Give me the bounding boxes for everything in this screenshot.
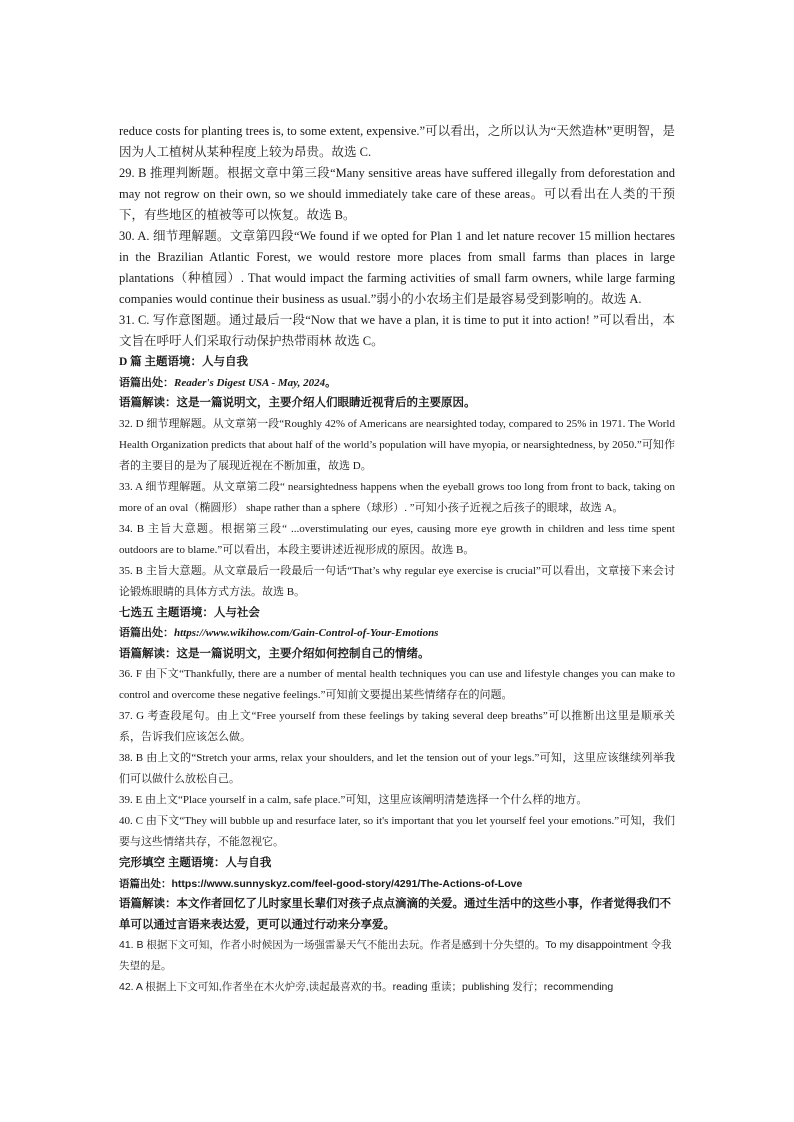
answer-40: 40. C 由下文“They will bubble up and resurface later, so it's important that you let yourself feel your emotions.”可知，我们要与这些情绪共存，不能忽视它。: [119, 815, 675, 848]
section-d-summary: 语篇解读：这是一篇说明文，主要介绍人们眼睛近视背后的主要原因。: [119, 397, 476, 409]
seven-choose-five-summary: 语篇解读：这是一篇说明文，主要介绍如何控制自己的情绪。: [119, 647, 430, 660]
cloze-summary: 语篇解读：本文作者回忆了儿时家里长辈们对孩子点点滴滴的关爱。通过生活中的这些小事，作者觉得我们不单可以通过言语来表达爱，更可以通过行动来分享爱。: [119, 898, 671, 931]
answer-30: 30. A. 细节理解题。文章第四段“We found if we opted for Plan 1 and let nature recover 15 million hectares in the Brazilian Atlantic Forest, we would restore more places from small farms than places in large plantations（种植园）. That would impact the farming activities of small farm owners, while large farming companies would continue their business as usual.”弱小的小农场主们是最容易受到影响的。故选 A.: [119, 229, 675, 306]
seven-choose-five-source: [119, 623, 675, 644]
answer-35: 35. B 主旨大意题。从文章最后一段最后一句话“That’s why regular eye exercise is crucial”可以看出，文章接下来会讨论锻炼眼睛的具体方式方法。故选 B。: [119, 564, 675, 598]
answer-36: 36. F 由下文“Thankfully, there are a number of mental health techniques you can use and lifestyle changes you can make to control and overcome these negative feelings.”可知前文要提出某些情绪存在的问题。: [119, 668, 675, 701]
section-d-source: [119, 373, 675, 394]
answer-42: 42. A 根据上下文可知,作者坐在木火炉旁,读起最喜欢的书。reading 重读；publishing 发行；recommending: [119, 981, 614, 993]
cloze-source: 语篇出处：https://www.sunnyskyz.com/feel-good-story/4291/The-Actions-of-Love: [119, 877, 523, 890]
source-label: 语篇出处：: [119, 627, 174, 639]
answer-38: 38. B 由上文的“Stretch your arms, relax your shoulders, and let the tension out of your legs.”可知，这里应该继续列举我们可以做什么放松自己。: [119, 752, 675, 785]
section-d-heading: D 篇 主题语境：人与自我: [119, 356, 249, 368]
answer-32: 32. D 细节理解题。从文章第一段“Roughly 42% of Americans are nearsighted today, compared to 25% in 1971. The World Health Organization predicts that about half of the world’s population will have myopia, or nearsightedness, by 2050.”可知作者的主要目的是为了展现近视在不断加重，故选 D。: [119, 417, 675, 472]
answer-explanations: [119, 121, 675, 998]
cloze-heading: 完形填空 主题语境：人与自我: [119, 857, 272, 869]
answer-29: 29. B 推理判断题。根据文章中第三段“Many sensitive areas have suffered illegally from deforestation and may not regrow on their own, so we should immediately take care of these areas。可以看出在人类的干预下，有些地区的植被等可以恢复。故选 B。: [119, 166, 675, 222]
answer-34: 34. B 主旨大意题。根据第三段“ ...overstimulating our eyes, causing more eye growth in children and less time spent outdoors are to blame.”可以看出，本段主要讲述近视形成的原因。故选 B。: [119, 522, 675, 556]
source-url: https://www.wikihow.com/Gain-Control-of-Your-Emotions: [174, 627, 439, 639]
answer-31: 31. C. 写作意图题。通过最后一段“Now that we have a plan, it is time to put it into action! ”可以看出，本文旨在呼吁人们采取行动保护热带雨林 故选 C。: [119, 313, 675, 348]
source-end: 。: [325, 376, 337, 389]
answer-37: 37. G 考查段尾句。由上文“Free yourself from these feelings by taking several deep breaths”可以推断出这里是顺承关系，告诉我们应该怎么做。: [119, 710, 675, 743]
answer-33: 33. A 细节理解题。从文章第二段“ nearsightedness happens when the eyeball grows too long from front to back, taking on more of an oval（椭圆形） shape rather than a sphere（球形）. ”可知小孩子近视之后孩子的眼球，故选 A。: [119, 480, 675, 514]
answer-28-continued: reduce costs for planting trees is, to some extent, expensive.”可以看出，之所以认为“天然造林”更明智，是因为人工植树从某种程度上较为昂贵。故选 C.: [119, 124, 675, 159]
source-label: 语篇出处：: [119, 376, 174, 389]
answer-41: 41. B 根据下文可知，作者小时候因为一场强雷暴天气不能出去玩。作者是感到十分失望的。To my disappointment 令我失望的是。: [119, 939, 672, 972]
seven-choose-five-heading: 七选五 主题语境：人与社会: [119, 606, 260, 619]
source-title: Reader's Digest USA - May, 2024: [174, 376, 326, 389]
answer-39: 39. E 由上文“Place yourself in a calm, safe place.”可知，这里应该阐明清楚选择一个什么样的地方。: [119, 794, 588, 806]
